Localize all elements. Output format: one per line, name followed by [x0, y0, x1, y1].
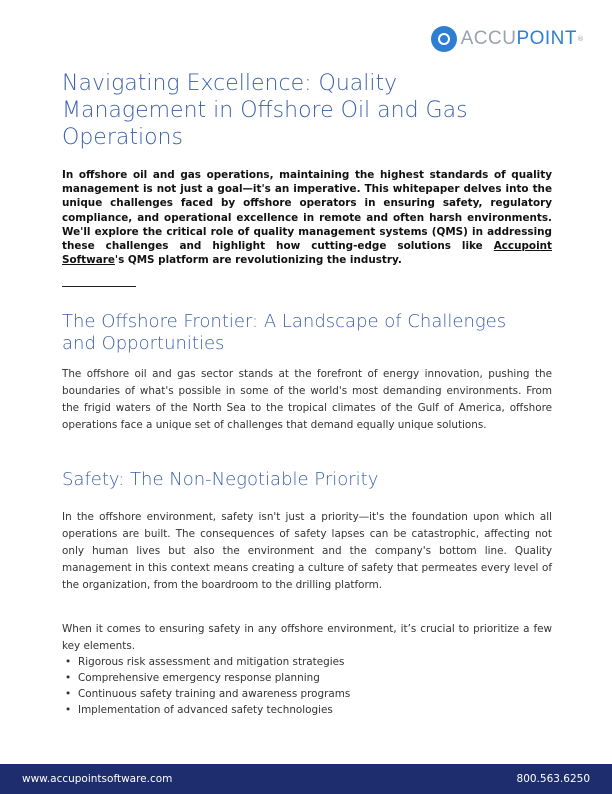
list-item: • Rigorous risk assessment and mitigation strategies — [62, 654, 552, 670]
section-divider — [62, 286, 136, 287]
safety-paragraph: In the offshore environment, safety isn't just a priority—it's the foundation upon which all operations are built. The consequences of safety lapses can be catastrophic, affecting not only human lives but also the environment and the company's bottom line. Quality management in this context means creating a culture of safety that permeates every level of the organization, from the boardroom to the drilling platform. — [62, 511, 552, 591]
accupoint-logo — [431, 26, 584, 52]
list-item: • Continuous safety training and awareness programs — [62, 686, 552, 702]
document-title: Navigating Excellence: Quality Management in Offshore Oil and Gas Operations — [62, 71, 468, 150]
accupoint-software-link[interactable]: Accupoint Software — [62, 240, 552, 267]
logo-text-accent: POINT — [516, 28, 577, 49]
section-heading-safety: Safety: The Non-Negotiable Priority — [62, 469, 379, 490]
footer-bar — [0, 764, 612, 794]
logo-wordmark — [461, 28, 577, 50]
intro-text-start: In offshore oil and gas operations, maintaining the highest standards of quality management is not just a goal—it's an imperative. This whitepaper delves into the unique challenges faced by offshore operators in ensuring safety, regulatory compliance, and operational excellence in remote and often harsh environments. We'll explore the critical role of quality management systems (QMS) in addressing these challenges and highlight how cutting-edge solutions like — [62, 169, 552, 253]
logo-text-main: ACCU — [460, 28, 517, 49]
list-item: • Comprehensive emergency response planning — [62, 670, 552, 686]
intro-paragraph — [62, 168, 552, 267]
offshore-frontier-paragraph: The offshore oil and gas sector stands at the forefront of energy innovation, pushing the boundaries of what's possible in some of the world's most demanding environments. From the frigid waters of the North Sea to the tropical climates of the Gulf of America, offshore operations face a unique set of challenges that demand equally unique solutions. — [62, 368, 552, 431]
footer-website[interactable]: www.accupointsoftware.com — [22, 773, 173, 785]
list-item: • Implementation of advanced safety technologies — [62, 702, 552, 718]
safety-priorities-list — [62, 654, 552, 718]
section-heading-offshore-frontier: The Offshore Frontier: A Landscape of Challenges and Opportunities — [62, 311, 507, 354]
safety-priorities-paragraph: When it comes to ensuring safety in any offshore environment, it’s crucial to prioritize a few key elements. — [62, 623, 552, 652]
footer-phone: 800.563.6250 — [516, 773, 590, 785]
logo-trademark: ® — [577, 35, 584, 43]
accupoint-logo-icon — [431, 26, 457, 52]
intro-text-end: 's QMS platform are revolutionizing the industry. — [114, 254, 402, 267]
